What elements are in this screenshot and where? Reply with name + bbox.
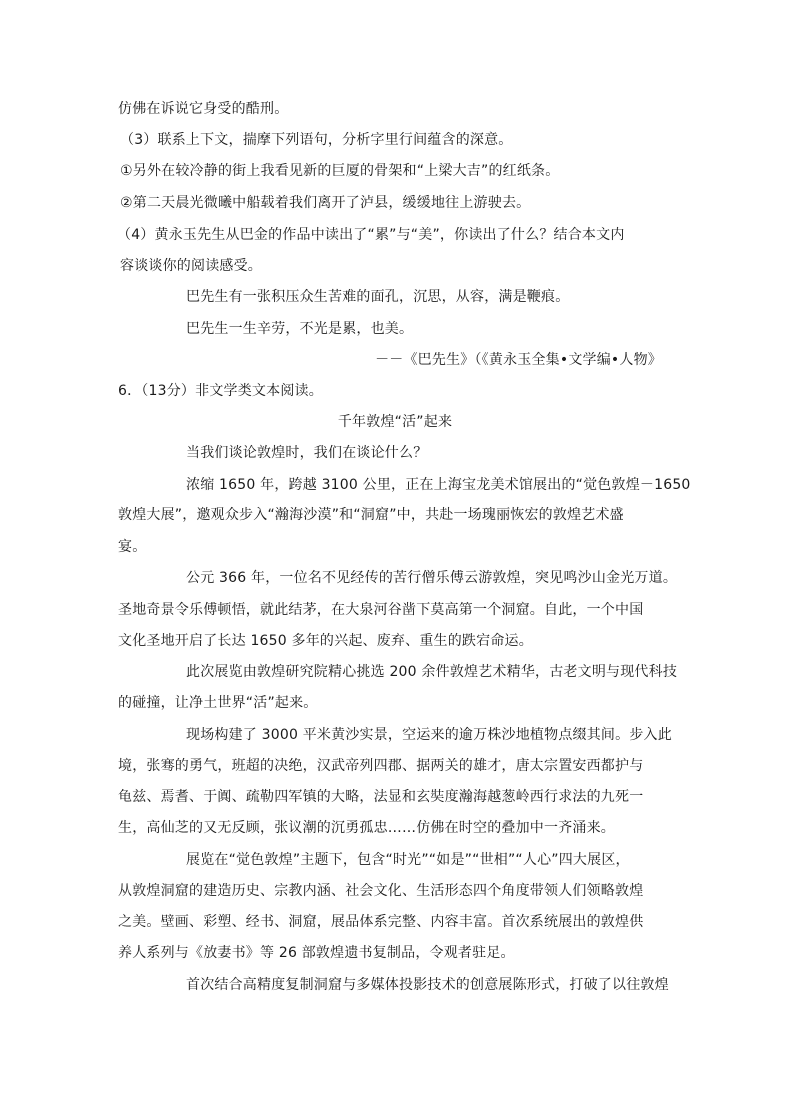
question-4: （4）黄永玉先生从巴金的作品中读出了“累”与“美”，你读出了什么？结合本文内: [117, 227, 625, 243]
paragraph-line: 的碰撞，让净土世界“活”起来。: [118, 695, 318, 711]
paragraph-line: 公元 366 年，一位名不见经传的苦行僧乐傅云游敦煌，突见鸣沙山金光万道。: [186, 570, 678, 586]
quote-line: 巴先生有一张积压众生苦难的面孔，沉思，从容，满是鞭痕。: [186, 289, 570, 305]
paragraph-line: 境，张骞的勇气，班超的决绝，汉武帝列四郡、据两关的雄才，唐太宗置安西都护与: [118, 758, 644, 774]
paragraph-line: 首次结合高精度复制洞窟与多媒体投影技术的创意展陈形式，打破了以往敦煌: [186, 977, 669, 993]
question-6-header: 6．（13分）非文学类文本阅读。: [118, 383, 323, 399]
paragraph-line: 浓缩 1650 年，跨越 3100 公里，正在上海宝龙美术馆展出的“觉色敦煌－1650: [186, 477, 691, 493]
text-line: 容谈谈你的阅读感受。: [120, 258, 262, 274]
paragraph-line: 生，高仙芝的又无反顾，张议潮的沉勇孤忠……仿佛在时空的叠加中一齐涌来。: [118, 820, 615, 836]
quote-source: －－《巴先生》（《黄永玉全集•文学编•人物》: [375, 352, 662, 368]
question-3-sentence-1: ①另外在较冷静的街上我看见新的巨厦的骨架和“上梁大吉”的红纸条。: [120, 163, 560, 179]
paragraph-line: 敦煌大展”，邀观众步入“瀚海沙漠”和“洞窟”中，共赴一场瑰丽恢宏的敦煌艺术盛: [118, 507, 624, 523]
question-3-sentence-2: ②第二天晨光微曦中船载着我们离开了泸县，缓缓地往上游驶去。: [120, 195, 531, 211]
paragraph-line: 之美。壁画、彩塑、经书、洞窟，展品体系完整、内容丰富。首次系统展出的敦煌供: [118, 914, 644, 930]
paragraph-line: 现场构建了 3000 平米黄沙实景，空运来的逾万株沙地植物点缀其间。步入此: [186, 727, 672, 743]
paragraph-line: 此次展览由敦煌研究院精心挑选 200 余件敦煌艺术精华，古老文明与现代科技: [186, 664, 678, 680]
paragraph-line: 从敦煌洞窟的建造历史、宗教内涵、社会文化、生活形态四个角度带领人们领略敦煌: [118, 883, 644, 899]
paragraph-line: 宴。: [118, 539, 147, 555]
text-line: 仿佛在诉说它身受的酷刑。: [118, 101, 289, 117]
paragraph-line: 当我们谈论敦煌时，我们在谈论什么？: [186, 445, 428, 461]
paragraph-line: 养人系列与《放妻书》等 26 部敦煌遗书复制品，令观者驻足。: [118, 945, 515, 961]
paragraph-line: 龟兹、焉耆、于阗、疏勒四军镇的大略，法显和玄奘度瀚海越葱岭西行求法的九死一: [118, 789, 644, 805]
paragraph-line: 文化圣地开启了长达 1650 多年的兴起、废弃、重生的跌宕命运。: [118, 633, 533, 649]
article-title: 千年敦煌“活”起来: [337, 414, 453, 430]
paragraph-line: 展览在“觉色敦煌”主题下，包含“时光”“如是”“世相”“人心”四大展区，: [186, 852, 630, 868]
paragraph-line: 圣地奇景令乐傅顿悟，就此结茅，在大泉河谷凿下莫高第一个洞窟。自此，一个中国: [118, 602, 644, 618]
quote-line: 巴先生一生辛劳，不光是累，也美。: [186, 321, 414, 337]
question-3: （3）联系上下文，揣摩下列语句，分析字里行间蕴含的深意。: [120, 132, 513, 148]
